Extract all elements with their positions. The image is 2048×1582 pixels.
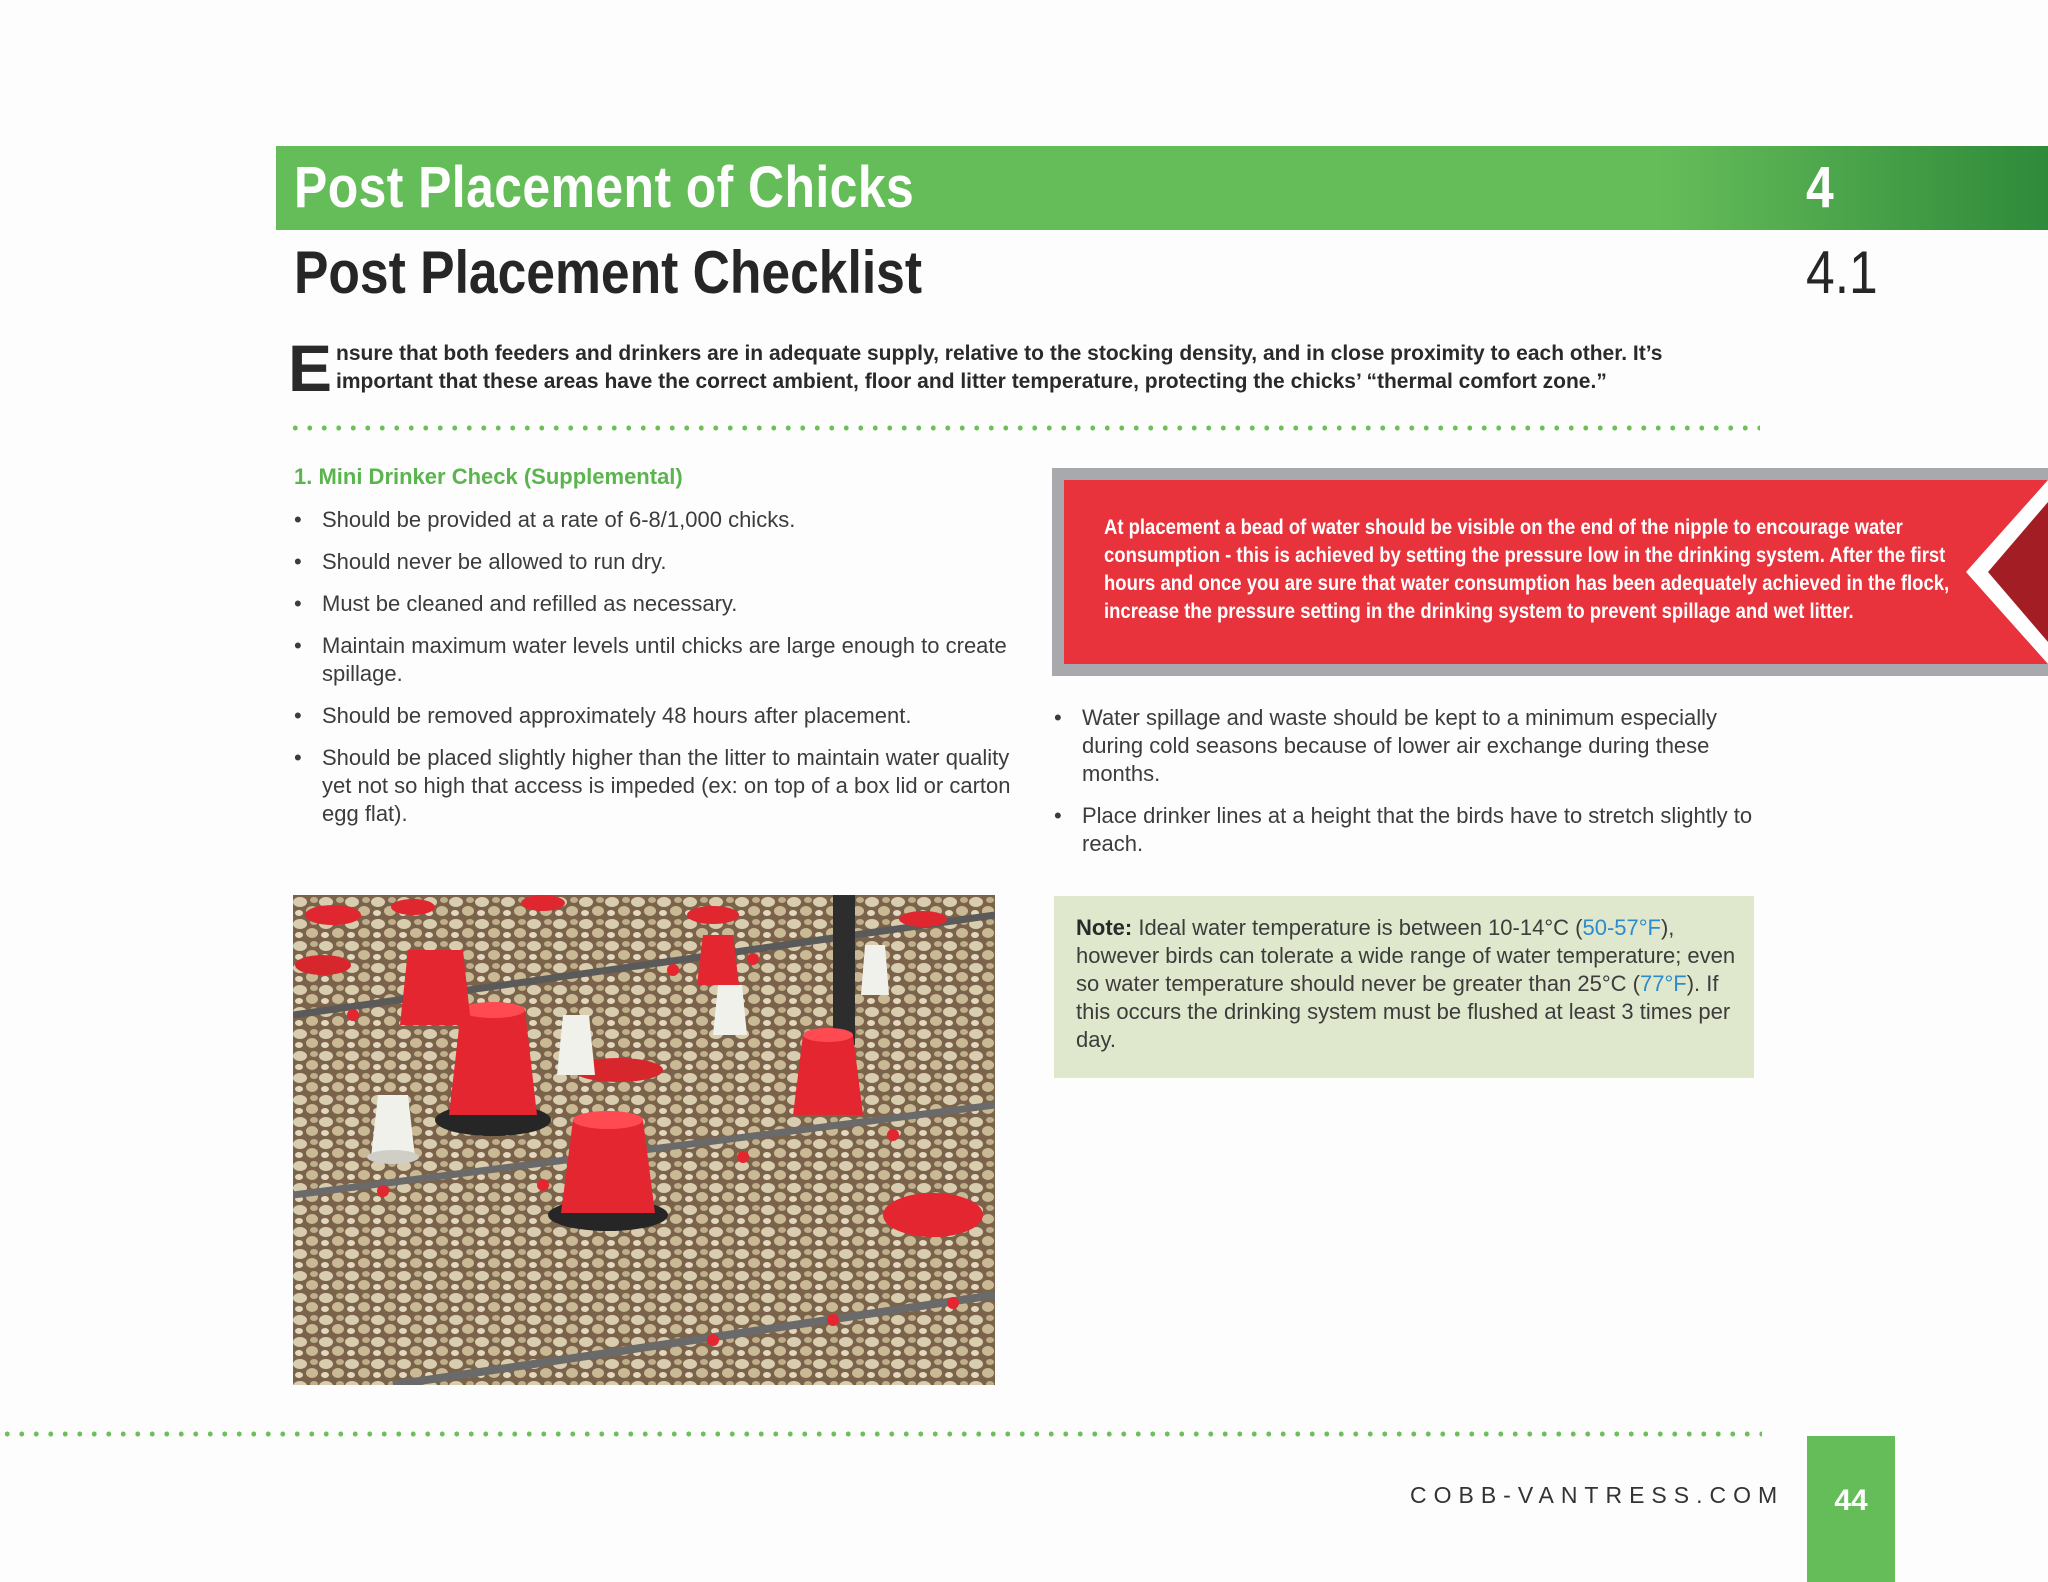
note-text-part: Ideal water temperature is between 10-14°C ( xyxy=(1132,915,1583,940)
bullet-icon: • xyxy=(294,745,302,770)
note-text-part: ). If this occurs the drinking system must be flushed at least 3 times per day. xyxy=(1076,971,1731,1052)
temperature-fahrenheit: 77°F xyxy=(1640,971,1687,996)
note-text-part: ), however birds can tolerate a wide range of water temperature; even so water temperature should never be greater than 25°C ( xyxy=(1076,915,1736,996)
chapter-header-band xyxy=(276,146,2048,230)
intro-dropcap: E xyxy=(288,331,333,405)
list-item-text: Should never be allowed to run dry. xyxy=(322,549,667,574)
section-number: 4.1 xyxy=(1806,239,1878,306)
list-item xyxy=(294,506,1014,534)
bottom-dotted-divider xyxy=(0,1431,1762,1437)
list-item-text: Maintain maximum water levels until chicks are large enough to create spillage. xyxy=(322,633,1007,686)
chapter-number: 4 xyxy=(1806,155,1834,220)
list-item-text: Should be placed slightly higher than the litter to maintain water quality yet not so high that access is impeded (ex: on top of a box lid or carton egg flat). xyxy=(322,745,1011,826)
temperature-fahrenheit: 50-57°F xyxy=(1582,915,1661,940)
chicks-drinkers-illustration xyxy=(293,895,995,1385)
bullet-icon: • xyxy=(294,633,302,658)
list-item-text: Place drinker lines at a height that the birds have to stretch slightly to reach. xyxy=(1082,803,1753,856)
list-item-text: Water spillage and waste should be kept to a minimum especially during cold seasons because of lower air exchange during these months. xyxy=(1082,705,1718,786)
bullet-icon: • xyxy=(294,703,302,728)
chicks-drinkers-photo xyxy=(293,895,995,1385)
list-item xyxy=(1054,704,1754,788)
callout-arrow-icon xyxy=(1960,480,2048,664)
intro-text: nsure that both feeders and drinkers are in adequate supply, relative to the stocking density, and in close proximity to each other. It’s important that these areas have the correct ambient, floor and litter temperature, protecting the chicks’ “thermal comfort zone.” xyxy=(336,342,1663,393)
page-number: 44 xyxy=(1834,1484,1868,1517)
page-number-box xyxy=(1807,1436,1895,1582)
list-item xyxy=(294,590,1014,618)
top-dotted-divider xyxy=(288,425,1760,431)
bullet-icon: • xyxy=(294,549,302,574)
callout-box xyxy=(1064,480,2048,664)
section-title: Post Placement Checklist xyxy=(294,239,923,306)
note-box xyxy=(1054,896,1754,1078)
list-item xyxy=(294,702,1014,730)
list-item xyxy=(294,744,1014,828)
note-label: Note: xyxy=(1076,915,1133,940)
footer-website: COBB-VANTRESS.COM xyxy=(1410,1482,1785,1508)
list-item-text: Must be cleaned and refilled as necessary. xyxy=(322,591,738,616)
water-management-list xyxy=(1054,704,1754,872)
list-item xyxy=(1054,802,1754,858)
chapter-title: Post Placement of Chicks xyxy=(294,155,915,220)
list-item-text: Should be provided at a rate of 6-8/1,000 chicks. xyxy=(322,507,796,532)
mini-drinker-list xyxy=(294,506,1014,842)
bullet-icon: • xyxy=(1054,803,1062,828)
bullet-icon: • xyxy=(1054,705,1062,730)
bullet-icon: • xyxy=(294,507,302,532)
list-item-text: Should be removed approximately 48 hours after placement. xyxy=(322,703,912,728)
bullet-icon: • xyxy=(294,591,302,616)
callout-text: At placement a bead of water should be visible on the end of the nipple to encourage water consumption - this is achieved by setting the pressure low in the drinking system. After the first hours and once you are sure that water consumption has been adequately achieved in the flock, increase the pressure setting in the drinking system to prevent spillage and wet litter. xyxy=(1104,516,1950,623)
intro-paragraph xyxy=(288,331,1748,405)
list-item xyxy=(294,632,1014,688)
note-text xyxy=(1076,914,1736,1054)
mini-drinker-heading: 1. Mini Drinker Check (Supplemental) xyxy=(294,464,683,489)
list-item xyxy=(294,548,1014,576)
